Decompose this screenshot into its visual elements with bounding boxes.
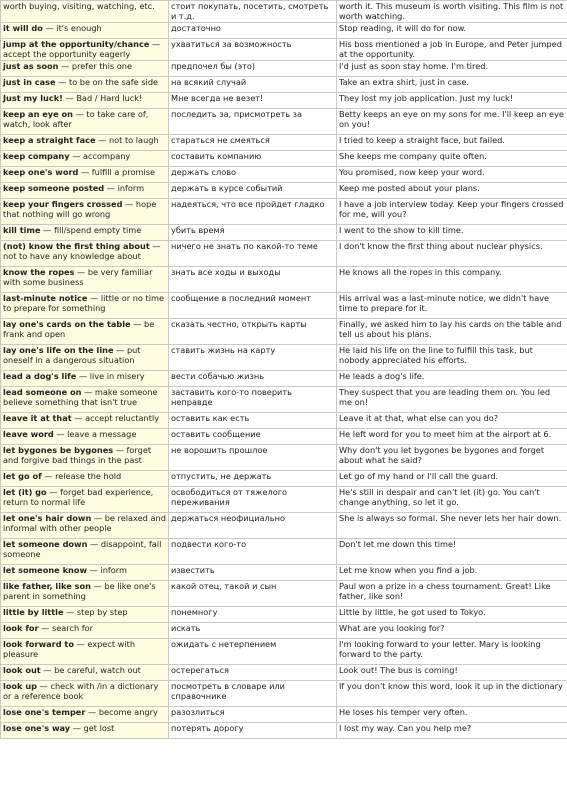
idiom-definition: accept the opportunity eagerly	[3, 49, 131, 59]
table-row	[1, 723, 567, 739]
idiom-cell: leave word — leave a message	[1, 429, 169, 445]
idiom-cell: keep your fingers crossed — hope that nothing will go wrong	[1, 199, 169, 225]
russian-translation: убить время	[169, 225, 337, 241]
table-row	[1, 39, 567, 61]
russian-translation: вести собачью жизнь	[169, 371, 337, 387]
idiom-cell: look forward to — expect with pleasure	[1, 639, 169, 665]
russian-translation: держать в курсе событий	[169, 183, 337, 199]
idiom-definition: to be on the safe side	[68, 77, 159, 87]
idiom-definition: accept reluctantly	[85, 413, 160, 423]
idiom-definition: prefer this one	[71, 61, 132, 71]
idiom-cell: lay one's cards on the table — be frank and open	[1, 319, 169, 345]
russian-translation: отпустить, не держать	[169, 471, 337, 487]
idiom-phrase: little by little	[3, 607, 64, 617]
russian-translation: подвести кого-то	[169, 539, 337, 565]
russian-translation: оставить сообщение	[169, 429, 337, 445]
russian-translation: достаточно	[169, 23, 337, 39]
idiom-definition: release the hold	[55, 471, 122, 481]
example-sentence: Betty keeps an eye on my sons for me. I'll keep an eye on you!	[337, 109, 567, 135]
idiom-phrase: Just my luck!	[3, 93, 63, 103]
idiom-phrase: lead a dog's life	[3, 371, 77, 381]
russian-translation: последить за, присмотреть за	[169, 109, 337, 135]
idiom-phrase: just in case	[3, 77, 56, 87]
idiom-phrase: lose one's temper	[3, 707, 86, 717]
idiom-cell: leave it at that — accept reluctantly	[1, 413, 169, 429]
table-row	[1, 77, 567, 93]
example-sentence: He laid his life on the line to fulfill this task, but nobody appreciated his efforts.	[337, 345, 567, 371]
idiom-definition: be relaxed and informal with other people	[3, 513, 166, 533]
idiom-definition: Bad / Hard luck!	[76, 93, 143, 103]
idiom-cell: keep one's word — fulfill a promise	[1, 167, 169, 183]
table-row	[1, 225, 567, 241]
idiom-phrase: keep someone posted	[3, 183, 105, 193]
idiom-definition: worth buying, visiting, watching, etc.	[3, 1, 155, 11]
idiom-definition: live in misery	[89, 371, 145, 381]
idiom-cell: lose one's way — get lost	[1, 723, 169, 739]
idiom-cell: last-minute notice — little or no time to prepare for something	[1, 293, 169, 319]
idiom-phrase: kill time	[3, 225, 41, 235]
example-sentence: You promised, now keep your word.	[337, 167, 567, 183]
idiom-phrase: let someone down	[3, 539, 88, 549]
russian-translation: стоит покупать, посетить, смотреть и т.д.	[169, 1, 337, 23]
idiom-cell: just in case — to be on the safe side	[1, 77, 169, 93]
example-sentence: Finally, we asked him to lay his cards on the table and tell us about his plans.	[337, 319, 567, 345]
table-row	[1, 387, 567, 413]
idiom-definition: forget bad experience, return to normal life	[3, 487, 154, 507]
idiom-cell: know the ropes — be very familiar with some business	[1, 267, 169, 293]
example-sentence: He loses his temper very often.	[337, 707, 567, 723]
idiom-definition: be like one's parent in something	[3, 581, 156, 601]
idiom-phrase: let go of	[3, 471, 42, 481]
table-row	[1, 183, 567, 199]
table-row	[1, 267, 567, 293]
example-sentence: If you don't know this word, look it up in the dictionary	[337, 681, 567, 707]
table-row	[1, 639, 567, 665]
table-row	[1, 1, 567, 23]
table-row	[1, 565, 567, 581]
idiom-phrase: lay one's life on the line	[3, 345, 114, 355]
russian-translation: известить	[169, 565, 337, 581]
example-sentence: Take an extra shirt, just in case.	[337, 77, 567, 93]
example-sentence: She is always so formal. She never lets her hair down.	[337, 513, 567, 539]
table-row	[1, 665, 567, 681]
idiom-cell: let someone down — disappoint, fail someone	[1, 539, 169, 565]
idiom-definition: be very familiar with some business	[3, 267, 153, 287]
table-row	[1, 61, 567, 77]
idiom-definition: leave a message	[67, 429, 137, 439]
russian-translation: сообщение в последний момент	[169, 293, 337, 319]
table-row	[1, 135, 567, 151]
russian-translation: ухватиться за возможность	[169, 39, 337, 61]
example-sentence: His boss mentioned a job in Europe, and Peter jumped at the opportunity.	[337, 39, 567, 61]
example-sentence: He knows all the ropes in this company.	[337, 267, 567, 293]
table-row	[1, 151, 567, 167]
example-sentence: Stop reading, it will do for now.	[337, 23, 567, 39]
idiom-definition: accompany	[83, 151, 131, 161]
russian-translation: понемногу	[169, 607, 337, 623]
table-row	[1, 319, 567, 345]
idiom-cell: let someone know — inform	[1, 565, 169, 581]
russian-translation: посмотреть в словаре или справочнике	[169, 681, 337, 707]
idiom-definition: forget and forgive bad things in the past	[3, 445, 152, 465]
table-row	[1, 345, 567, 371]
table-row	[1, 413, 567, 429]
idiom-cell: look for — search for	[1, 623, 169, 639]
idiom-phrase: lay one's cards on the table	[3, 319, 131, 329]
example-sentence: Look out! The bus is coming!	[337, 665, 567, 681]
example-sentence: Let me know when you find a job.	[337, 565, 567, 581]
table-row	[1, 429, 567, 445]
example-sentence: I went to the show to kill time.	[337, 225, 567, 241]
idiom-phrase: it will do	[3, 23, 43, 33]
idiom-phrase: let bygones be bygones	[3, 445, 114, 455]
russian-translation: стараться не смеяться	[169, 135, 337, 151]
idiom-cell: lose one's temper — become angry	[1, 707, 169, 723]
idiom-definition: to take care of, watch, look after	[3, 109, 149, 129]
russian-translation: остерегаться	[169, 665, 337, 681]
idiom-phrase: keep a straight face	[3, 135, 96, 145]
idiom-cell: like father, like son — be like one's parent in something	[1, 581, 169, 607]
idiom-definition: not to have any knowledge about	[3, 251, 141, 261]
idiom-cell: let one's hair down — be relaxed and informal with other people	[1, 513, 169, 539]
russian-translation: освободиться от тяжелого переживания	[169, 487, 337, 513]
russian-translation: предпочел бы (это)	[169, 61, 337, 77]
example-sentence: Let go of my hand or I'll call the guard.	[337, 471, 567, 487]
table-row	[1, 681, 567, 707]
table-row	[1, 487, 567, 513]
table-row	[1, 23, 567, 39]
example-sentence: He left word for you to meet him at the airport at 6.	[337, 429, 567, 445]
table-row	[1, 539, 567, 565]
table-row	[1, 471, 567, 487]
idiom-cell: just as soon — prefer this one	[1, 61, 169, 77]
table-row	[1, 707, 567, 723]
russian-translation: не ворошить прошлое	[169, 445, 337, 471]
idiom-cell: keep company — accompany	[1, 151, 169, 167]
idiom-phrase: keep your fingers crossed	[3, 199, 123, 209]
example-sentence: I lost my way. Can you help me?	[337, 723, 567, 739]
example-sentence: They suspect that you are leading them on. You led me on!	[337, 387, 567, 413]
idiom-definition: be careful, watch out	[54, 665, 141, 675]
russian-translation: держаться неофициально	[169, 513, 337, 539]
idiom-definition: inform	[117, 183, 145, 193]
russian-translation: сказать честно, открыть карты	[169, 319, 337, 345]
table-row	[1, 93, 567, 109]
idiom-phrase: look up	[3, 681, 38, 691]
idiom-phrase: just as soon	[3, 61, 59, 71]
idiom-definition: be frank and open	[3, 319, 155, 339]
idiom-cell: it will do — it's enough	[1, 23, 169, 39]
idiom-cell: let bygones be bygones — forget and forgive bad things in the past	[1, 445, 169, 471]
russian-translation: Мне всегда не везет!	[169, 93, 337, 109]
russian-translation: ничего не знать по какой-то теме	[169, 241, 337, 267]
idiom-phrase: (not) know the first thing about	[3, 241, 150, 251]
idiom-cell: let (it) go — forget bad experience, return to normal life	[1, 487, 169, 513]
idiom-definition: fill/spend empty time	[53, 225, 142, 235]
idiom-cell: look up — check with /in a dictionary or a reference book	[1, 681, 169, 707]
idiom-cell: keep an eye on — to take care of, watch, look after	[1, 109, 169, 135]
idiom-cell: keep someone posted — inform	[1, 183, 169, 199]
idiom-cell: lead someone on — make someone believe something that isn't true	[1, 387, 169, 413]
idiom-cell: Just my luck! — Bad / Hard luck!	[1, 93, 169, 109]
table-row	[1, 199, 567, 225]
idiom-definition: expect with pleasure	[3, 639, 136, 659]
idiom-cell: jump at the opportunity/chance — accept the opportunity eagerly	[1, 39, 169, 61]
idiom-definition: make someone believe something that isn't true	[3, 387, 158, 407]
idiom-definition: not to laugh	[108, 135, 159, 145]
russian-translation: составить компанию	[169, 151, 337, 167]
russian-translation: держать слово	[169, 167, 337, 183]
idiom-definition: put oneself in a dangerous situation	[3, 345, 141, 365]
example-sentence: He leads a dog's life.	[337, 371, 567, 387]
idiom-definition: hope that nothing will go wrong	[3, 199, 157, 219]
table-row	[1, 581, 567, 607]
idiom-definition: check with /in a dictionary or a reference book	[3, 681, 159, 701]
table-row	[1, 371, 567, 387]
russian-translation: разозлиться	[169, 707, 337, 723]
idiom-definition: fulfill a promise	[91, 167, 156, 177]
idiom-phrase: know the ropes	[3, 267, 75, 277]
example-sentence: Paul won a prize in a chess tournament. Great! Like father, like son!	[337, 581, 567, 607]
example-sentence: Leave it at that, what else can you do?	[337, 413, 567, 429]
russian-translation: какой отец, такой и сын	[169, 581, 337, 607]
idiom-definition: inform	[100, 565, 127, 575]
idiom-phrase: look out	[3, 665, 41, 675]
idiom-cell: kill time — fill/spend empty time	[1, 225, 169, 241]
idiom-definition: disappoint, fail someone	[3, 539, 162, 559]
idiom-table-body	[1, 1, 567, 739]
example-sentence: I don't know the first thing about nuclear physics.	[337, 241, 567, 267]
example-sentence: I tried to keep a straight face, but failed.	[337, 135, 567, 151]
table-row	[1, 167, 567, 183]
example-sentence: Why don't you let bygones be bygones and forget about what he said?	[337, 445, 567, 471]
idiom-cell: look out — be careful, watch out	[1, 665, 169, 681]
idiom-cell	[1, 1, 169, 23]
example-sentence: I'd just as soon stay home. I'm tired.	[337, 61, 567, 77]
idiom-cell: keep a straight face — not to laugh	[1, 135, 169, 151]
russian-translation: заставить кого-то поверить неправде	[169, 387, 337, 413]
idiom-phrase: jump at the opportunity/chance	[3, 39, 150, 49]
example-sentence: Keep me posted about your plans.	[337, 183, 567, 199]
idiom-phrase: let someone know	[3, 565, 88, 575]
example-sentence: They lost my job application. Just my luck!	[337, 93, 567, 109]
idiom-definition: become angry	[98, 707, 158, 717]
russian-translation: надеяться, что все пройдет гладко	[169, 199, 337, 225]
idiom-cell: little by little — step by step	[1, 607, 169, 623]
idiom-definition: it's enough	[56, 23, 102, 33]
example-sentence: I have a job interview today. Keep your fingers crossed for me, will you?	[337, 199, 567, 225]
idiom-cell: let go of — release the hold	[1, 471, 169, 487]
idiom-cell: (not) know the first thing about — not to have any knowledge about	[1, 241, 169, 267]
example-sentence: His arrival was a last-minute notice, we didn't have time to prepare for it.	[337, 293, 567, 319]
idiom-phrase: leave it at that	[3, 413, 72, 423]
idiom-definition: step by step	[76, 607, 128, 617]
russian-translation: ставить жизнь на карту	[169, 345, 337, 371]
idiom-phrase: look forward to	[3, 639, 74, 649]
idiom-phrase: like father, like son	[3, 581, 91, 591]
idiom-definition: get lost	[83, 723, 115, 733]
table-row	[1, 513, 567, 539]
russian-translation: потерять дорогу	[169, 723, 337, 739]
russian-translation: оставить как есть	[169, 413, 337, 429]
russian-translation: на всякий случай	[169, 77, 337, 93]
table-row	[1, 445, 567, 471]
table-row	[1, 241, 567, 267]
idiom-phrase: leave word	[3, 429, 54, 439]
table-row	[1, 293, 567, 319]
table-row	[1, 623, 567, 639]
idiom-definition: search for	[51, 623, 94, 633]
example-sentence: What are you looking for?	[337, 623, 567, 639]
idiom-cell: lay one's life on the line — put oneself in a dangerous situation	[1, 345, 169, 371]
example-sentence: She keeps me company quite often.	[337, 151, 567, 167]
idiom-phrase: let (it) go	[3, 487, 47, 497]
idiom-phrase: lead someone on	[3, 387, 82, 397]
table-row	[1, 109, 567, 135]
example-sentence: Don't let me down this time!	[337, 539, 567, 565]
idiom-phrase: let one's hair down	[3, 513, 92, 523]
idiom-cell: lead a dog's life — live in misery	[1, 371, 169, 387]
idiom-phrase: look for	[3, 623, 39, 633]
russian-translation: ожидать с нетерпением	[169, 639, 337, 665]
idiom-phrase: last-minute notice	[3, 293, 88, 303]
table-row	[1, 607, 567, 623]
russian-translation: искать	[169, 623, 337, 639]
idiom-definition: little or no time to prepare for something	[3, 293, 164, 313]
idiom-phrase: keep one's word	[3, 167, 79, 177]
idiom-phrase: lose one's way	[3, 723, 71, 733]
example-sentence: Little by little, he got used to Tokyo.	[337, 607, 567, 623]
example-sentence: worth it. This museum is worth visiting. This film is not worth watching.	[337, 1, 567, 23]
idiom-phrase: keep an eye on	[3, 109, 73, 119]
idiom-phrase: keep company	[3, 151, 70, 161]
example-sentence: He's still in despair and can't let (it) go. You can't change anything, so let it go.	[337, 487, 567, 513]
example-sentence: I'm looking forward to your letter. Mary is looking forward to the party.	[337, 639, 567, 665]
russian-translation: знать все ходы и выходы	[169, 267, 337, 293]
